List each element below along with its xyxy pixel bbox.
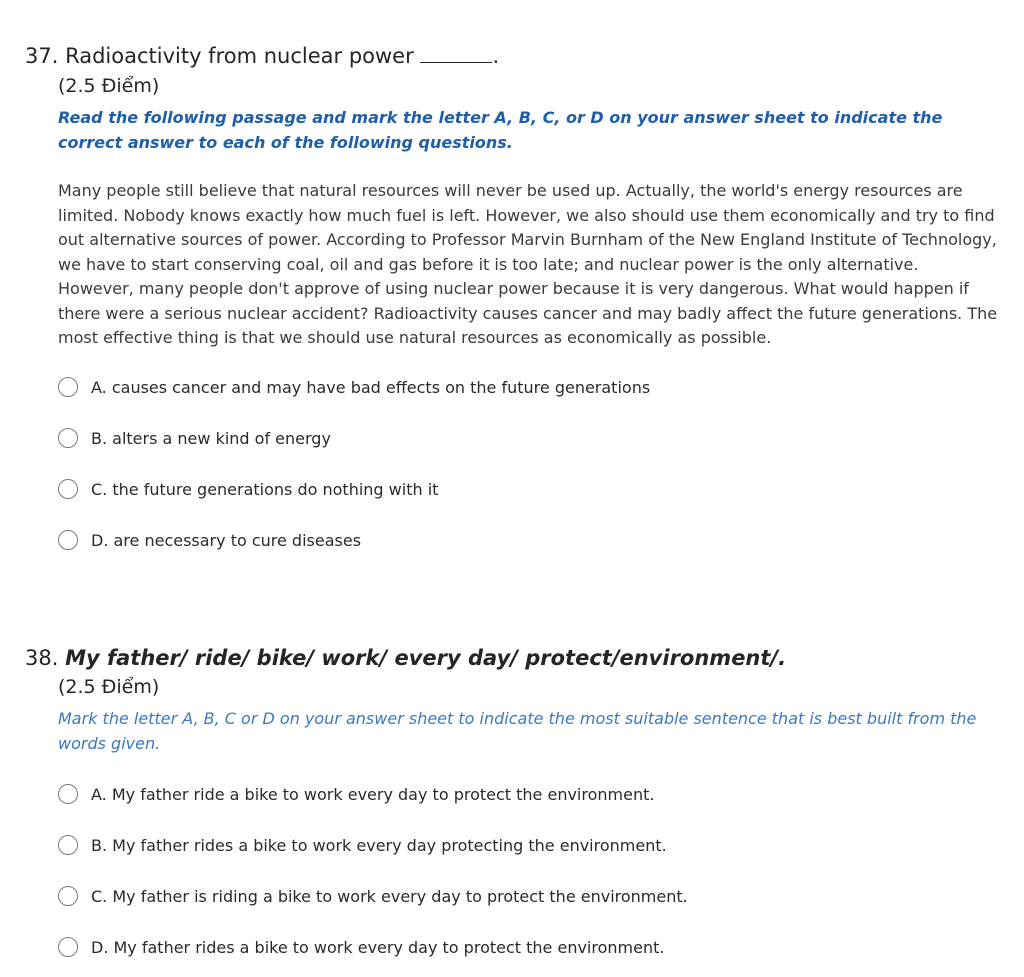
radio-button[interactable] <box>58 530 78 550</box>
radio-button[interactable] <box>58 428 78 448</box>
question-number: 38. <box>25 646 59 670</box>
question-points: (2.5 Điểm) <box>58 676 160 698</box>
option-38-a[interactable] <box>58 781 654 807</box>
option-label: D. are necessary to cure diseases <box>91 530 362 550</box>
radio-button[interactable] <box>58 784 78 804</box>
option-38-b[interactable] <box>58 832 667 858</box>
option-37-d[interactable] <box>58 527 361 553</box>
option-label: C. the future generations do nothing with it <box>91 479 439 499</box>
radio-button[interactable] <box>58 835 78 855</box>
question-title: My father/ ride/ bike/ work/ every day/ protect/environment/. <box>65 646 787 670</box>
radio-button[interactable] <box>58 377 78 397</box>
question-title: Radioactivity from nuclear power <box>65 44 414 68</box>
option-label: A. My father ride a bike to work every day to protect the environment. <box>91 784 655 804</box>
question-trailing-punctuation: . <box>492 44 500 68</box>
question-number: 37. <box>25 44 59 68</box>
radio-button[interactable] <box>58 479 78 499</box>
option-label: B. alters a new kind of energy <box>91 428 331 448</box>
question-37-header <box>25 44 499 68</box>
option-label: C. My father is riding a bike to work every day to protect the environment. <box>91 886 688 906</box>
option-37-a[interactable] <box>58 374 650 400</box>
question-instruction: Read the following passage and mark the letter A, B, C, or D on your answer sheet to indicate the correct answer to each of the following questions. <box>58 108 943 152</box>
option-37-b[interactable] <box>58 425 331 451</box>
radio-button[interactable] <box>58 937 78 957</box>
reading-passage: Many people still believe that natural resources will never be used up. Actually, the world's energy resources are limited. Nobody knows exactly how much fuel is left. However, we also should use them economically and try to find out alternative sources of power. According to Professor Marvin Burnham of the New England Institute of Technology, we have to start conserving coal, oil and gas before it is too late; and nuclear power is the only alternative. However, many people don't approve of using nuclear power because it is very dangerous. What would happen if there were a serious nuclear accident? Radioactivity causes cancer and may badly affect the future generations. The most effective thing is that we should use natural resources as economically as possible. <box>58 181 998 347</box>
question-38-header <box>25 646 786 670</box>
option-label: D. My father rides a bike to work every day to protect the environment. <box>91 937 665 957</box>
option-38-c[interactable] <box>58 883 688 909</box>
answer-blank <box>420 44 492 63</box>
option-37-c[interactable] <box>58 476 438 502</box>
option-label: B. My father rides a bike to work every day protecting the environment. <box>91 835 667 855</box>
option-label: A. causes cancer and may have bad effects on the future generations <box>91 377 651 397</box>
question-points: (2.5 Điểm) <box>58 75 160 97</box>
question-instruction: Mark the letter A, B, C or D on your answer sheet to indicate the most suitable sentence that is best built from the words given. <box>58 709 977 753</box>
option-38-d[interactable] <box>58 934 664 960</box>
radio-button[interactable] <box>58 886 78 906</box>
